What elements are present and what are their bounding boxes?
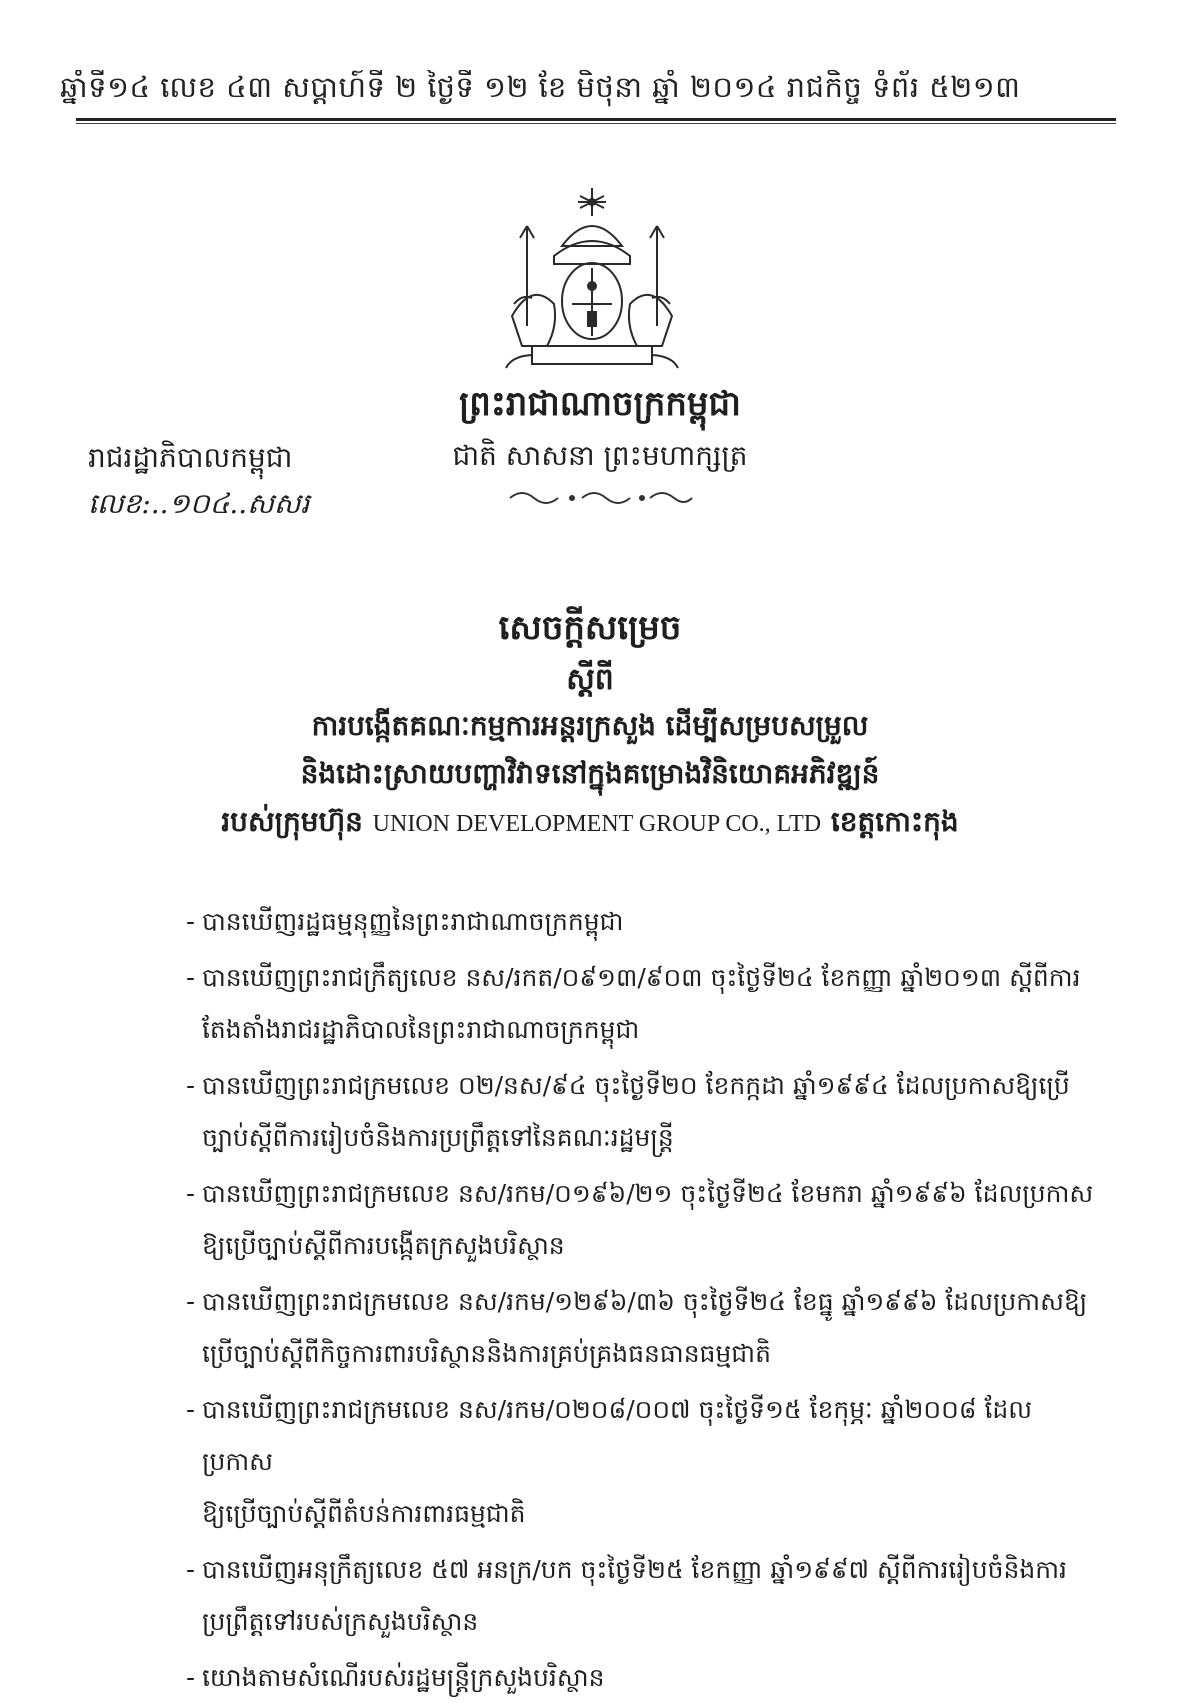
list-item: - យោងតាមសំណើរបស់រដ្ឋមន្ត្រីក្រសួងបរិស្ថាន: [200, 1652, 1100, 1704]
preamble-line: បានឃើញអនុក្រឹត្យលេខ ៥៧ អនក្រ/បក ចុះថ្ងៃទី២៥ ខែកញ្ញា ឆ្នាំ១៩៩៧ ស្តីពីការរៀបចំនិងការ: [202, 1555, 1067, 1584]
preamble-line: បានឃើញព្រះរាជក្រមលេខ នស/រកម/០១៩៦/២១ ចុះថ្ងៃទី២៤ ខែមករា ឆ្នាំ១៩៩៦ ដែលប្រកាស: [202, 1179, 1094, 1208]
subject-line-1: ការបង្កើតគណៈកម្មការអន្តរក្រសួង ដើម្បីសម្របសម្រួល: [311, 709, 869, 742]
preamble-line: យោងតាមសំណើរបស់រដ្ឋមន្ត្រីក្រសួងបរិស្ថាន: [202, 1663, 605, 1692]
preamble-line-continued: ឱ្យប្រើច្បាប់ស្តីពីតំបន់ការពារធម្មជាតិ: [202, 1499, 526, 1528]
preamble-line-continued: ប្រើច្បាប់ស្តីពីកិច្ចការពារបរិស្ថាននិងការគ្រប់គ្រងធនធានធម្មជាតិ: [202, 1339, 771, 1368]
preamble-line-continued: ច្បាប់ស្តីពីការរៀបចំនិងការប្រព្រឹត្តទៅនៃគណៈរដ្ឋមន្ត្រី: [202, 1123, 674, 1152]
subject-line-3-suffix: ខេត្តកោះកុង: [830, 805, 959, 838]
list-item: - បានឃើញអនុក្រឹត្យលេខ ៥៧ អនក្រ/បក ចុះថ្ងៃទី២៥ ខែកញ្ញា ឆ្នាំ១៩៩៧ ស្តីពីការរៀបចំនិងការ ប្រព្រឹត្តទៅរបស់ក្រសួងបរិស្ថាន: [200, 1544, 1100, 1648]
preamble-line-continued: ឱ្យប្រើច្បាប់ស្តីពីការបង្កើតក្រសួងបរិស្ថាន: [202, 1231, 565, 1260]
decision-about: ស្តីពី: [566, 662, 614, 697]
national-motto: ជាតិ សាសនា ព្រះមហាក្សត្រ: [452, 439, 748, 472]
preamble-line: បានឃើញព្រះរាជក្រឹត្យលេខ នស/រកត/០៩១៣/៩០៣ ចុះថ្ងៃទី២៤ ខែកញ្ញា ឆ្នាំ២០១៣ ស្តីពីការ: [202, 963, 1081, 992]
list-item: - បានឃើញព្រះរាជក្រមលេខ ០២/នស/៩៤ ចុះថ្ងៃទី២០ ខែកក្កដា ឆ្នាំ១៩៩៤ ដែលប្រកាសឱ្យប្រើ ច្បាប់ស្តីពីការរៀបចំនិងការប្រព្រឹត្តទៅនៃគណៈរដ្ឋមន្ត្រី: [200, 1060, 1100, 1164]
royal-coat-of-arms-icon: [492, 186, 692, 376]
reference-number: លេខ:..១០៤..សសរ: [88, 487, 310, 520]
preamble-line: បានឃើញព្រះរាជក្រមលេខ ០២/នស/៩៤ ចុះថ្ងៃទី២០ ខែកក្កដា ឆ្នាំ១៩៩៤ ដែលប្រកាសឱ្យប្រើ: [202, 1071, 1070, 1100]
preamble-line: បានឃើញព្រះរាជក្រមលេខ នស/រកម/១២៩៦/៣៦ ចុះថ្ងៃទី២៤ ខែធ្នូ ឆ្នាំ១៩៩៦ ដែលប្រកាសឱ្យ: [202, 1287, 1088, 1316]
list-item: - បានឃើញព្រះរាជក្រឹត្យលេខ នស/រកត/០៩១៣/៩០៣ ចុះថ្ងៃទី២៤ ខែកញ្ញា ឆ្នាំ២០១៣ ស្តីពីការ តែងតាំងរាជរដ្ឋាភិបាលនៃព្រះរាជាណាចក្រកម្ពុជា: [200, 952, 1100, 1056]
preamble-line: បានឃើញព្រះរាជក្រមលេខ នស/រកម/០២០៨/០០៧ ចុះថ្ងៃទី១៥ ខែកុម្ភៈ ឆ្នាំ២០០៨ ដែលប្រកាស: [202, 1395, 1033, 1476]
company-name: UNION DEVELOPMENT GROUP CO., LTD: [372, 811, 822, 837]
header-rule: [76, 118, 1116, 121]
list-item: - បានឃើញព្រះរាជក្រមលេខ នស/រកម/០២០៨/០០៧ ចុះថ្ងៃទី១៥ ខែកុម្ភៈ ឆ្នាំ២០០៨ ដែលប្រកាស ឱ្យប្រើច្បាប់ស្តីពីតំបន់ការពារធម្មជាតិ: [200, 1384, 1100, 1540]
decision-title: សេចក្តីសម្រេច: [498, 608, 682, 648]
subject-line-2: និងដោះស្រាយបញ្ហាវិវាទនៅក្នុងគម្រោងវិនិយោគអភិវឌ្ឍន៍: [300, 757, 880, 790]
list-item: - បានឃើញរដ្ឋធម្មនុញ្ញនៃព្រះរាជាណាចក្រកម្ពុជា: [200, 896, 1100, 948]
list-item: - បានឃើញព្រះរាជក្រមលេខ នស/រកម/០១៩៦/២១ ចុះថ្ងៃទី២៤ ខែមករា ឆ្នាំ១៩៩៦ ដែលប្រកាស ឱ្យប្រើច្បាប់ស្តីពីការបង្កើតក្រសួងបរិស្ថាន: [200, 1168, 1100, 1272]
subject-line-3-prefix: របស់ក្រុមហ៊ុន: [221, 805, 363, 838]
preamble-line-continued: ប្រព្រឹត្តទៅរបស់ក្រសួងបរិស្ថាន: [202, 1607, 479, 1636]
list-item: - បានឃើញព្រះរាជក្រមលេខ នស/រកម/១២៩៦/៣៦ ចុះថ្ងៃទី២៤ ខែធ្នូ ឆ្នាំ១៩៩៦ ដែលប្រកាសឱ្យ ប្រើច្បាប់ស្តីពីកិច្ចការពារបរិស្ថាននិងការគ្រប់គ្រងធនធានធម្មជាតិ: [200, 1276, 1100, 1380]
issuing-authority: រាជរដ្ឋាភិបាលកម្ពុជា: [88, 441, 293, 474]
header-rule-thin: [76, 123, 1116, 124]
preamble-line: បានឃើញរដ្ឋធម្មនុញ្ញនៃព្រះរាជាណាចក្រកម្ពុជា: [202, 907, 624, 936]
preamble-line-continued: តែងតាំងរាជរដ្ឋាភិបាលនៃព្រះរាជាណាចក្រកម្ពុជា: [202, 1015, 640, 1044]
motto-ornament-icon: [500, 488, 700, 508]
gazette-running-header: ឆ្នាំទី១៤ លេខ ៤៣ សប្តាហ៍ទី ២ ថ្ងៃទី ១២ ខែ មិថុនា ឆ្នាំ ២០១៤ រាជកិច្ច ទំព័រ ៥២១៣: [60, 70, 1021, 104]
subject-line-3: [0, 804, 1180, 845]
kingdom-title: ព្រះរាជាណាចក្រកម្ពុជា: [459, 384, 741, 424]
preamble-list: [186, 896, 1100, 1708]
